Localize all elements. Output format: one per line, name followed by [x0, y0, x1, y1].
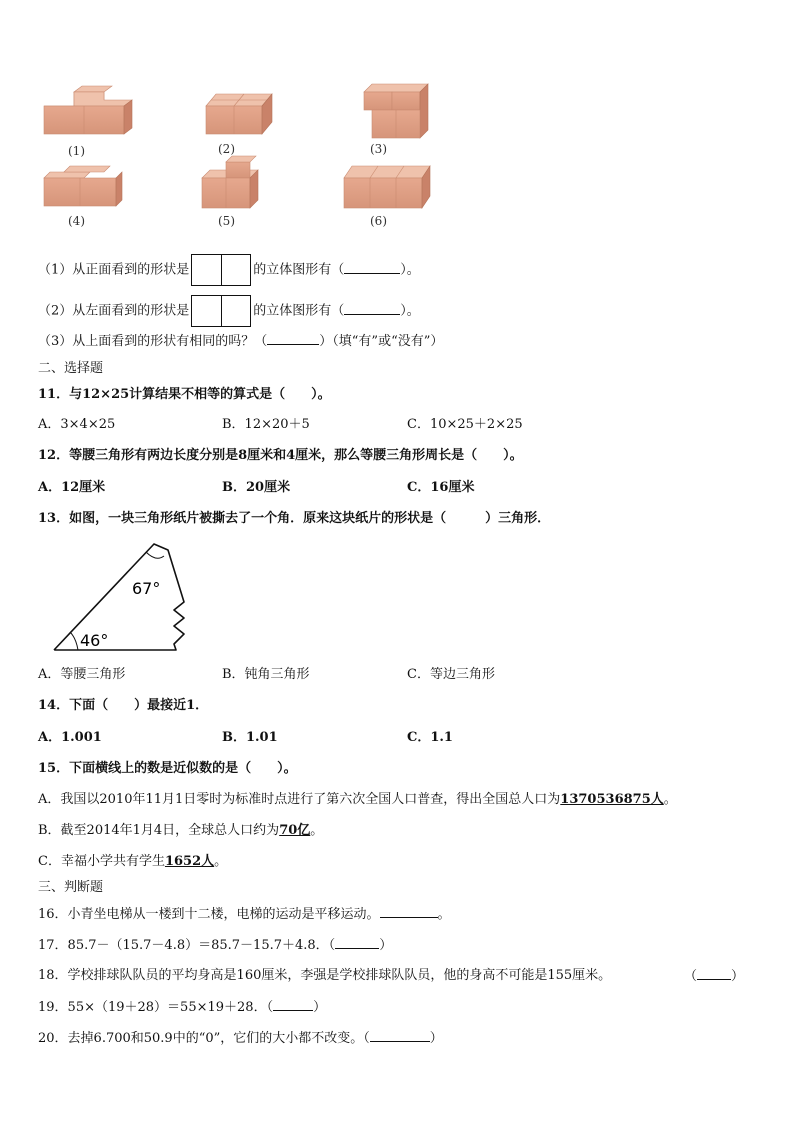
- q12-option-c[interactable]: C．16厘米: [407, 480, 475, 495]
- q19: 19．55×（19＋28）＝55×19＋28．（ ）: [38, 1000, 327, 1015]
- q13-option-c[interactable]: C．等边三角形: [407, 667, 495, 682]
- two-square-shape: [191, 295, 251, 327]
- q14-option-a[interactable]: A．1.001: [38, 730, 102, 745]
- figure-label-6: (6): [370, 214, 387, 228]
- q12-option-b[interactable]: B．20厘米: [222, 480, 291, 495]
- q13-option-a[interactable]: A．等腰三角形: [38, 667, 126, 682]
- q17: 17．85.7－（15.7－4.8）＝85.7－15.7＋4.8．（ ）: [38, 938, 393, 953]
- angle-top-label: 67°: [132, 579, 161, 598]
- answer-blank[interactable]: [335, 936, 379, 949]
- q16: 16．小青坐电梯从一楼到十二楼，电梯的运动是平移运动。 。: [38, 907, 451, 922]
- angle-left-label: 46°: [80, 631, 109, 650]
- figure-4: [44, 166, 122, 206]
- q10-sub3: （3）从上面看到的形状有相同的吗？（ ）（填“有”或“没有”）: [38, 334, 444, 349]
- figure-3: [364, 84, 428, 138]
- q15-option-c[interactable]: C．幸福小学共有学生1652人。: [38, 854, 228, 869]
- answer-blank[interactable]: [344, 302, 400, 315]
- answer-blank[interactable]: [267, 332, 319, 345]
- q11-option-b[interactable]: B．12×20＋5: [222, 417, 310, 432]
- q10-sub2: （2）从左面看到的形状是 的立体图形有（ ）。: [38, 295, 420, 327]
- answer-blank[interactable]: [370, 1029, 430, 1042]
- q18-answer: （ ）: [684, 969, 745, 984]
- section-heading-choice: 二、选择题: [38, 361, 104, 376]
- q13-stem: 13．如图，一块三角形纸片被撕去了一个角．原来这块纸片的形状是（ ）三角形．: [38, 511, 551, 526]
- answer-blank[interactable]: [273, 998, 313, 1011]
- q14-option-b[interactable]: B．1.01: [222, 730, 278, 745]
- figure-6: [344, 166, 430, 208]
- q14-option-c[interactable]: C．1.1: [407, 730, 453, 745]
- q18: 18．学校排球队队员的平均身高是160厘米，李强是学校排球队队员，他的身高不可能是155厘米。: [38, 968, 612, 983]
- figure-label-5: (5): [218, 214, 235, 228]
- q15-option-a[interactable]: A．我国以2010年11月1日零时为标准时点进行了第六次全国人口普查，得出全国总人口为1370536875人。: [38, 792, 677, 807]
- q20: 20．去掉6.700和50.9中的“0”，它们的大小都不改变。（ ）: [38, 1031, 443, 1046]
- cube-figures: [38, 82, 458, 232]
- q10-sub1: （1）从正面看到的形状是 的立体图形有（ ）。: [38, 254, 420, 286]
- q11-stem: 11．与12×25计算结果不相等的算式是（ ）。: [38, 387, 331, 402]
- q15-option-b[interactable]: B．截至2014年1月4日，全球总人口约为70亿。: [38, 823, 324, 838]
- q12-stem: 12．等腰三角形有两边长度分别是8厘米和4厘米，那么等腰三角形周长是（ ）。: [38, 448, 523, 463]
- figure-label-3: (3): [370, 142, 387, 156]
- q13-option-b[interactable]: B．钝角三角形: [222, 667, 310, 682]
- q11-option-a[interactable]: A．3×4×25: [38, 417, 116, 432]
- q11-option-c[interactable]: C．10×25＋2×25: [407, 417, 523, 432]
- q14-stem: 14．下面（ ）最接近1．: [38, 698, 209, 713]
- section-heading-judge: 三、判断题: [38, 880, 104, 895]
- figure-label-4: (4): [68, 214, 85, 228]
- figure-1: [44, 86, 132, 134]
- q12-option-a[interactable]: A．12厘米: [38, 480, 106, 495]
- torn-triangle-figure: [50, 540, 190, 656]
- q15-stem: 15．下面横线上的数是近似数的是（ ）。: [38, 761, 297, 776]
- answer-blank[interactable]: [697, 967, 731, 980]
- figure-label-1: (1): [68, 144, 85, 158]
- answer-blank[interactable]: [344, 261, 400, 274]
- figure-5: [202, 156, 258, 208]
- two-square-shape: [191, 254, 251, 286]
- figure-2: [206, 94, 272, 134]
- answer-blank[interactable]: [380, 905, 438, 918]
- figure-label-2: (2): [218, 142, 235, 156]
